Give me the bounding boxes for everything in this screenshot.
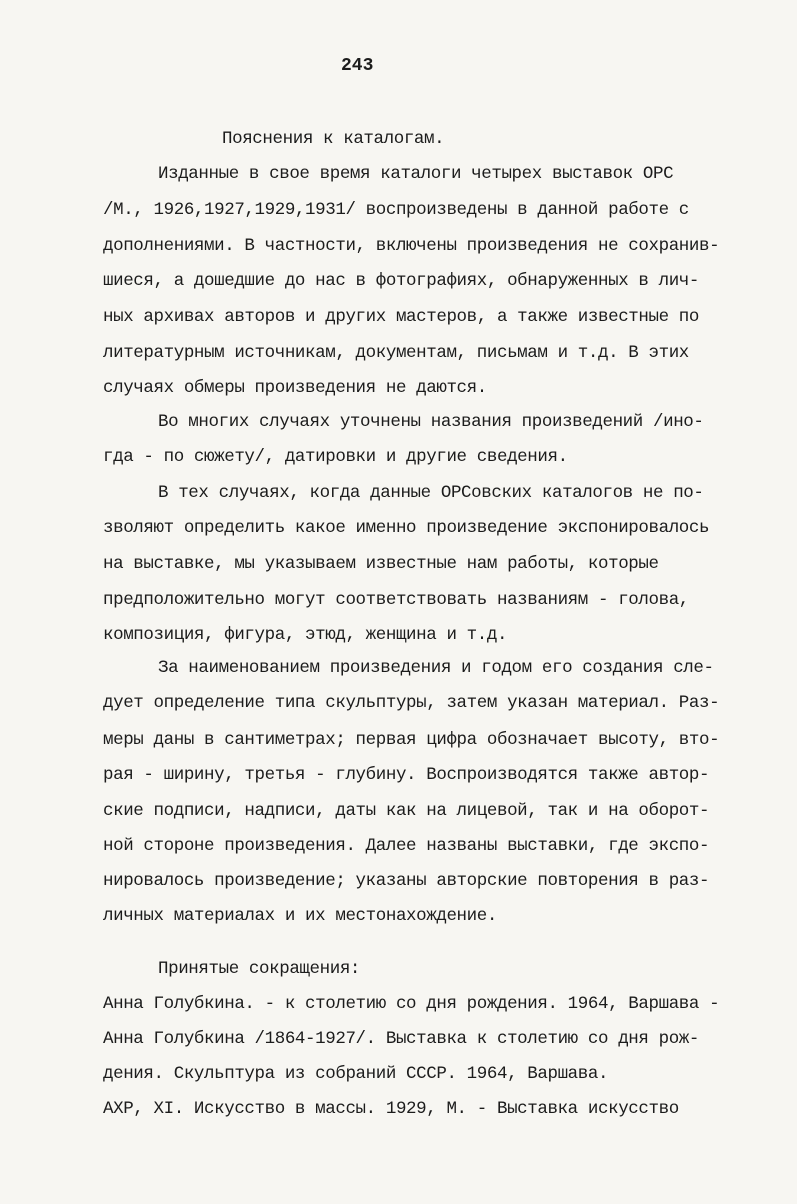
text-line: зволяют определить какое именно произведение экспонировалось	[103, 518, 710, 538]
text-line: Во многих случаях уточнены названия произведений /ино-	[158, 412, 704, 432]
text-line: дополнениями. В частности, включены произведения не сохранив-	[103, 236, 720, 256]
abbreviation-entry: дения. Скульптура из собраний СССР. 1964, Варшава.	[103, 1064, 609, 1084]
text-line: /М., 1926,1927,1929,1931/ воспроизведены в данной работе с	[103, 200, 689, 220]
text-line: личных материалах и их местонахождение.	[103, 906, 497, 926]
text-line: дует определение типа скульптуры, затем указан материал. Раз-	[103, 693, 720, 713]
abbreviations-heading: Принятые сокращения:	[158, 959, 361, 979]
abbreviation-entry: АХР, XI. Искусство в массы. 1929, М. - Выставка искусство	[103, 1099, 679, 1119]
text-line: литературным источникам, документам, письмам и т.д. В этих	[103, 343, 689, 363]
text-line: рая - ширину, третья - глубину. Воспроизводятся также автор-	[103, 765, 710, 785]
text-line: меры даны в сантиметрах; первая цифра обозначает высоту, вто-	[103, 730, 720, 750]
text-line: ной стороне произведения. Далее названы выставки, где экспо-	[103, 836, 710, 856]
text-line: на выставке, мы указываем известные нам работы, которые	[103, 554, 659, 574]
abbreviation-entry: Анна Голубкина /1864-1927/. Выставка к столетию со дня рож-	[103, 1029, 700, 1049]
section-heading: Пояснения к каталогам.	[222, 129, 445, 149]
text-line: гда - по сюжету/, датировки и другие сведения.	[103, 447, 568, 467]
text-line: шиеся, а дошедшие до нас в фотографиях, обнаруженных в лич-	[103, 271, 700, 291]
text-line: ных архивах авторов и других мастеров, а также известные по	[103, 307, 700, 327]
text-line: композиция, фигура, этюд, женщина и т.д.	[103, 625, 508, 645]
abbreviation-entry: Анна Голубкина. - к столетию со дня рождения. 1964, Варшава -	[103, 994, 720, 1014]
text-line: случаях обмеры произведения не даются.	[103, 378, 487, 398]
text-line: нировалось произведение; указаны авторские повторения в раз-	[103, 871, 710, 891]
text-line: Изданные в свое время каталоги четырех выставок ОРС	[158, 164, 674, 184]
text-line: В тех случаях, когда данные ОРСовских каталогов не по-	[158, 483, 704, 503]
page-number: 243	[341, 56, 374, 76]
text-line: ские подписи, надписи, даты как на лицевой, так и на оборот-	[103, 801, 710, 821]
text-line: За наименованием произведения и годом его создания сле-	[158, 658, 714, 678]
text-line: предположительно могут соответствовать названиям - голова,	[103, 590, 689, 610]
